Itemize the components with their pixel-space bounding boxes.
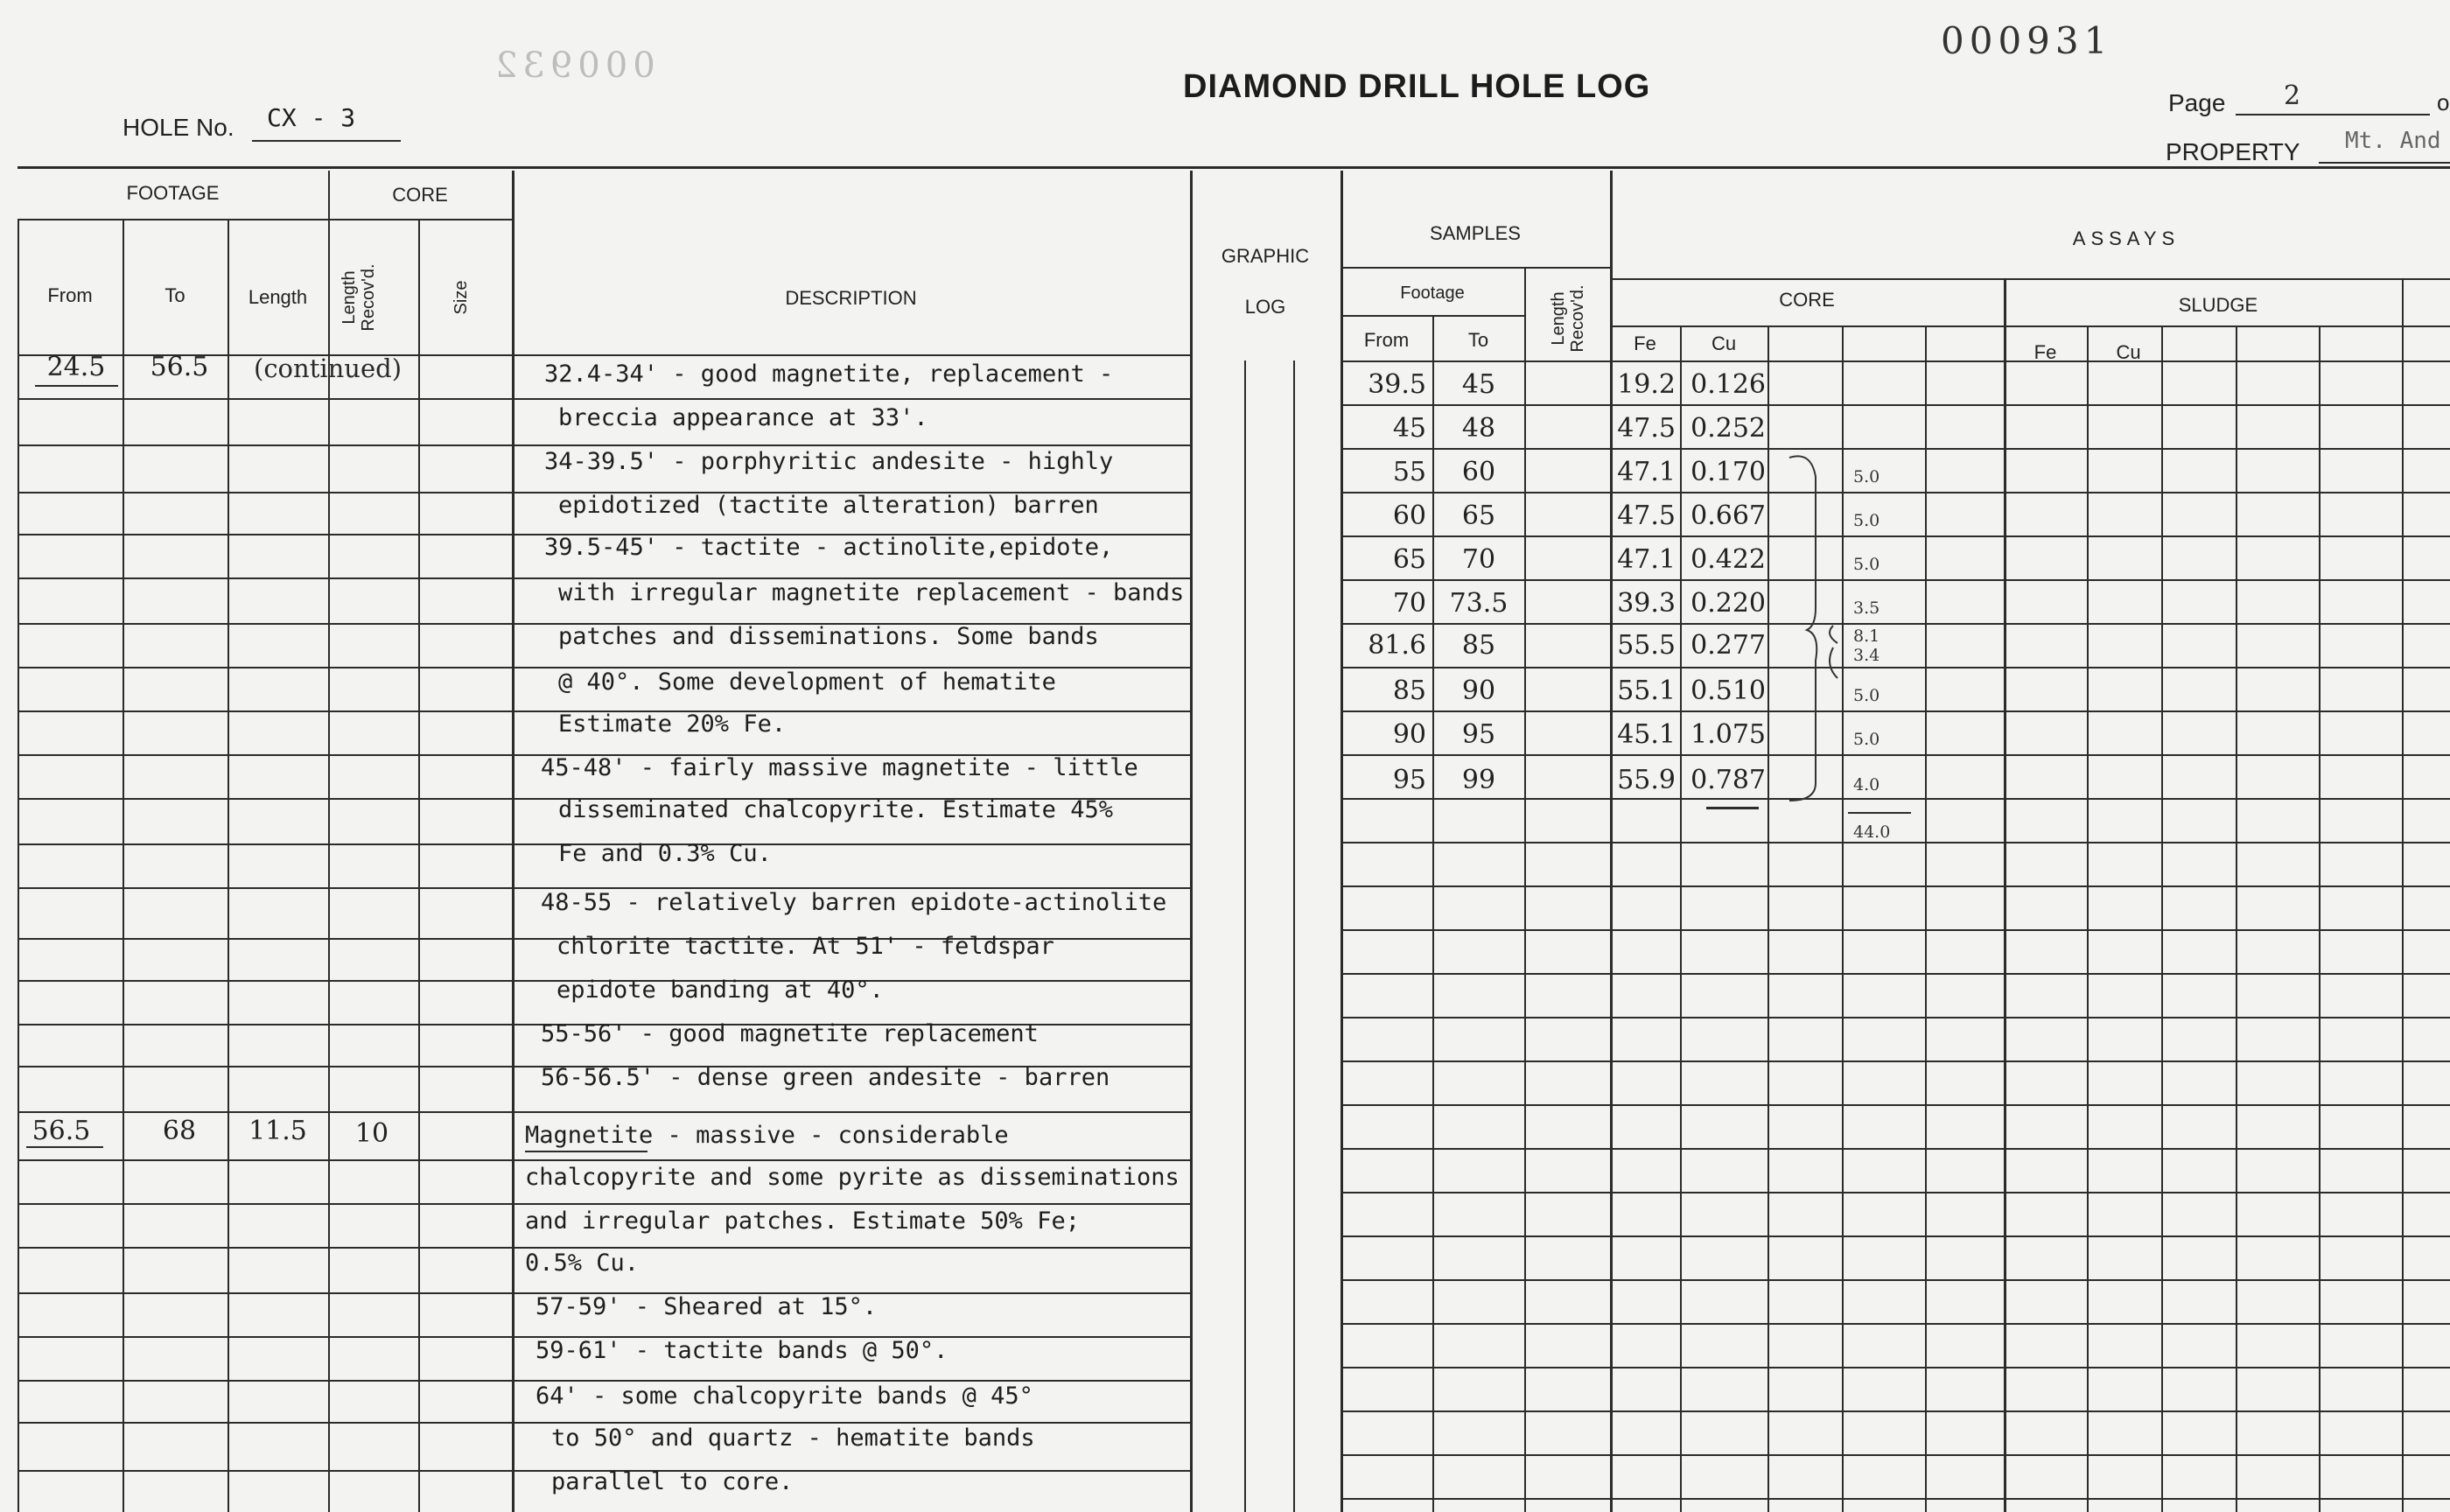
sample-from: 85: [1392, 676, 1426, 706]
sample-from: 65: [1392, 544, 1426, 575]
grid-hline: [18, 219, 512, 220]
sample-to: 85: [1461, 630, 1496, 661]
page-value: 2: [2284, 80, 2301, 111]
grid-hline: [512, 354, 1192, 356]
header-footage: FOOTAGE: [126, 182, 220, 204]
sample-length-note: 5.0: [1853, 730, 1880, 749]
grid-vline: [2319, 326, 2320, 1512]
assay-core-cu: 1.075: [1690, 719, 1766, 750]
header-log: LOG: [1244, 296, 1286, 318]
header-samples-to: To: [1467, 329, 1489, 351]
assay-core-fe: 19.2: [1617, 369, 1676, 400]
grid-vline: [418, 219, 420, 1512]
property-underline: [2319, 162, 2450, 164]
description-line: Fe and 0.3% Cu.: [558, 840, 772, 867]
hole-number-value: CX - 3: [267, 103, 356, 132]
sample-from: 70: [1392, 588, 1426, 619]
assay-core-cu: 0.422: [1690, 544, 1766, 575]
description-line: chalcopyrite and some pyrite as disseminations: [525, 1164, 1180, 1191]
description-line: with irregular magnetite replacement - bands: [558, 579, 1185, 606]
assay-core-cu: 0.787: [1690, 765, 1766, 795]
description-line: chlorite tactite. At 51' - feldspar: [556, 933, 1054, 960]
document-number: 000931: [1941, 19, 2113, 62]
sample-from: 55: [1392, 457, 1426, 487]
header-length: Length: [248, 286, 308, 308]
grid-hline: [1340, 1367, 2450, 1368]
sample-from: 60: [1392, 500, 1426, 531]
grid-hline: [18, 1203, 1192, 1205]
description-line: epidotized (tactite alteration) barren: [558, 492, 1099, 519]
assay-core-fe: 55.9: [1617, 765, 1676, 795]
sample-to: 99: [1461, 765, 1496, 795]
page-label: Page: [2168, 89, 2226, 116]
grid-hline: [1340, 973, 2450, 975]
header-sludge-cu: Cu: [2116, 341, 2141, 363]
assay-core-fe: 47.1: [1617, 457, 1676, 487]
description-line: 32.4-34' - good magnetite, replacement -: [544, 360, 1114, 388]
grid-vline: [1244, 360, 1246, 1512]
description-line: 45-48' - fairly massive magnetite - little: [541, 754, 1138, 781]
description-line: parallel to core.: [551, 1468, 794, 1495]
bracket-marks: [1772, 451, 1903, 818]
grid-hline: [1340, 886, 2450, 887]
notes-total-underline: [1848, 812, 1911, 814]
description-line: 64' - some chalcopyrite bands @ 45°: [536, 1382, 1033, 1410]
grid-vline: [1768, 326, 1769, 1512]
grid-vline: [2087, 326, 2089, 1512]
grid-hline: [18, 398, 1192, 400]
grid-hline: [1340, 1410, 2450, 1412]
interval-1-length: (continued): [254, 354, 402, 383]
header-sludge-fe: Fe: [2034, 341, 2057, 363]
assay-core-cu: 0.126: [1690, 369, 1766, 400]
grid-vline: [1340, 171, 1343, 1512]
description-line: 39.5-45' - tactite - actinolite,epidote,: [544, 534, 1114, 561]
sample-from: 95: [1392, 765, 1426, 795]
description-line: 48-55 - relatively barren epidote-actinolite: [541, 889, 1167, 916]
assay-core-cu: 0.510: [1690, 676, 1766, 706]
sample-length-note: 3.5: [1853, 598, 1880, 618]
hole-number-underline: [252, 140, 401, 142]
assay-core-fe: 47.5: [1617, 500, 1676, 531]
sample-to: 45: [1461, 369, 1496, 400]
grid-vline: [1925, 326, 1927, 1512]
page-suffix: o: [2437, 89, 2450, 116]
sample-from: 81.6: [1368, 630, 1426, 661]
grid-hline: [18, 1422, 1192, 1424]
grid-hline: [1340, 404, 2450, 406]
description-line: @ 40°. Some development of hematite: [558, 668, 1056, 696]
grid-hline: [1340, 360, 2450, 362]
description-line: 55-56' - good magnetite replacement: [541, 1020, 1039, 1047]
header-graphic: GRAPHIC: [1221, 245, 1310, 267]
assay-core-fe: 55.1: [1617, 676, 1676, 706]
interval-1-from-underline: [35, 385, 118, 387]
header-samples-from: From: [1363, 329, 1410, 351]
assay-core-fe: 39.3: [1617, 588, 1676, 619]
grid-hline: [1340, 1017, 2450, 1018]
interval-2-length: 11.5: [248, 1116, 307, 1146]
grid-vline: [1293, 360, 1295, 1512]
grid-hline: [1340, 1236, 2450, 1237]
description-line: 34-39.5' - porphyritic andesite - highly: [544, 448, 1114, 475]
header-assays: ASSAYS: [2072, 228, 2180, 249]
notes-total: 44.0: [1853, 822, 1891, 842]
grid-vline: [2402, 278, 2404, 1512]
interval-2-recovd: 10: [354, 1118, 389, 1149]
property-label: PROPERTY: [2166, 138, 2300, 165]
sample-to: 95: [1461, 719, 1496, 750]
sample-to: 65: [1461, 500, 1496, 531]
sample-to: 48: [1461, 413, 1496, 444]
interval-2-from: 56.5: [32, 1116, 91, 1146]
header-size: Size: [452, 280, 471, 315]
magnetite-underline: [525, 1151, 648, 1152]
property-value: Mt. And: [2345, 128, 2441, 154]
grid-hline: [18, 1111, 1192, 1113]
grid-vline: [18, 219, 19, 1512]
grid-vline: [1680, 326, 1682, 1512]
grid-hline: [1340, 1060, 2450, 1062]
header-from: From: [47, 284, 93, 306]
description-line: 0.5% Cu.: [525, 1250, 640, 1277]
header-core: CORE: [392, 184, 448, 206]
header-length-recovd: Length Recov'd.: [340, 263, 378, 332]
header-samples-footage: Footage: [1400, 284, 1465, 303]
sample-from: 39.5: [1368, 369, 1426, 400]
grid-hline: [1340, 1323, 2450, 1325]
grid-hline: [18, 1247, 1192, 1249]
description-line: 57-59' - Sheared at 15°.: [536, 1293, 878, 1320]
grid-hline: [1340, 1498, 2450, 1500]
sample-length-note: 5.0: [1853, 467, 1880, 486]
grid-vline: [122, 219, 124, 1512]
sample-to: 70: [1461, 544, 1496, 575]
grid-hline: [1340, 929, 2450, 931]
description-line: 56-56.5' - dense green andesite - barren: [541, 1064, 1110, 1091]
grid-vline: [1432, 315, 1434, 1512]
grid-vline: [228, 219, 229, 1512]
grid-hline: [1610, 278, 2450, 280]
grid-vline: [512, 171, 514, 1512]
cu-total-underline: [1706, 807, 1759, 809]
interval-1-to: 56.5: [150, 352, 209, 382]
grid-hline: [18, 1380, 1192, 1382]
interval-2-to: 68: [162, 1116, 197, 1146]
description-line: Magnetite - massive - considerable: [525, 1122, 1009, 1149]
grid-hline: [1340, 1148, 2450, 1150]
assay-core-cu: 0.667: [1690, 500, 1766, 531]
assay-core-fe: 47.1: [1617, 544, 1676, 575]
sample-to: 90: [1461, 676, 1496, 706]
grid-vline: [1524, 267, 1526, 1512]
description-line: Estimate 20% Fe.: [558, 710, 787, 738]
assay-core-fe: 45.1: [1617, 719, 1676, 750]
grid-hline: [1610, 326, 2450, 327]
assay-core-cu: 0.252: [1690, 413, 1766, 444]
sample-from: 90: [1392, 719, 1426, 750]
sample-length-note: 5.0: [1853, 686, 1880, 705]
header-assays-sludge: SLUDGE: [2178, 294, 2258, 316]
page-underline: [2236, 114, 2430, 116]
sample-length-note: 5.0: [1853, 555, 1880, 574]
header-core-cu: Cu: [1711, 332, 1737, 354]
grid-hline: [1340, 1192, 2450, 1194]
header-samples: SAMPLES: [1430, 222, 1521, 244]
sample-length-note: 5.0: [1853, 511, 1880, 530]
form-title: DIAMOND DRILL HOLE LOG: [1183, 68, 1651, 105]
assay-core-cu: 0.277: [1690, 630, 1766, 661]
header-assays-core: CORE: [1779, 289, 1835, 311]
header-description: DESCRIPTION: [785, 287, 917, 309]
grid-hline: [18, 444, 1192, 446]
grid-hline: [1340, 1454, 2450, 1456]
grid-vline: [2236, 326, 2237, 1512]
ghost-document-number: 000932: [490, 46, 655, 86]
assay-core-cu: 0.220: [1690, 588, 1766, 619]
header-to: To: [164, 284, 186, 306]
hole-number-label: HOLE No.: [122, 114, 234, 141]
description-line: to 50° and quartz - hematite bands: [551, 1424, 1035, 1452]
assay-core-fe: 47.5: [1617, 413, 1676, 444]
grid-vline: [2161, 326, 2163, 1512]
description-line: patches and disseminations. Some bands: [558, 623, 1099, 650]
description-line: breccia appearance at 33'.: [558, 404, 928, 431]
grid-hline: [18, 166, 2450, 169]
sample-from: 45: [1392, 413, 1426, 444]
sample-to: 60: [1461, 457, 1496, 487]
assay-core-fe: 55.5: [1617, 630, 1676, 661]
header-samples-length-recovd: Length Recov'd.: [1549, 284, 1587, 353]
description-line: 59-61' - tactite bands @ 50°.: [536, 1337, 948, 1364]
sample-to: 73.5: [1449, 588, 1508, 619]
sample-length-note: 4.0: [1853, 775, 1880, 794]
grid-hline: [18, 1159, 1192, 1161]
assay-core-cu: 0.170: [1690, 457, 1766, 487]
description-line: epidote banding at 40°.: [556, 976, 884, 1004]
grid-vline: [2004, 278, 2006, 1512]
grid-hline: [1340, 1279, 2450, 1281]
header-core-fe: Fe: [1634, 332, 1656, 354]
interval-1-from: 24.5: [46, 352, 106, 382]
interval-2-from-underline: [26, 1146, 103, 1148]
description-line: and irregular patches. Estimate 50% Fe;: [525, 1208, 1080, 1235]
sample-length-note: 8.1 3.4: [1853, 626, 1880, 665]
grid-hline: [1340, 1104, 2450, 1106]
grid-hline: [1340, 842, 2450, 844]
grid-hline: [1340, 448, 2450, 450]
grid-vline: [1190, 171, 1193, 1512]
description-line: disseminated chalcopyrite. Estimate 45%: [558, 796, 1113, 823]
